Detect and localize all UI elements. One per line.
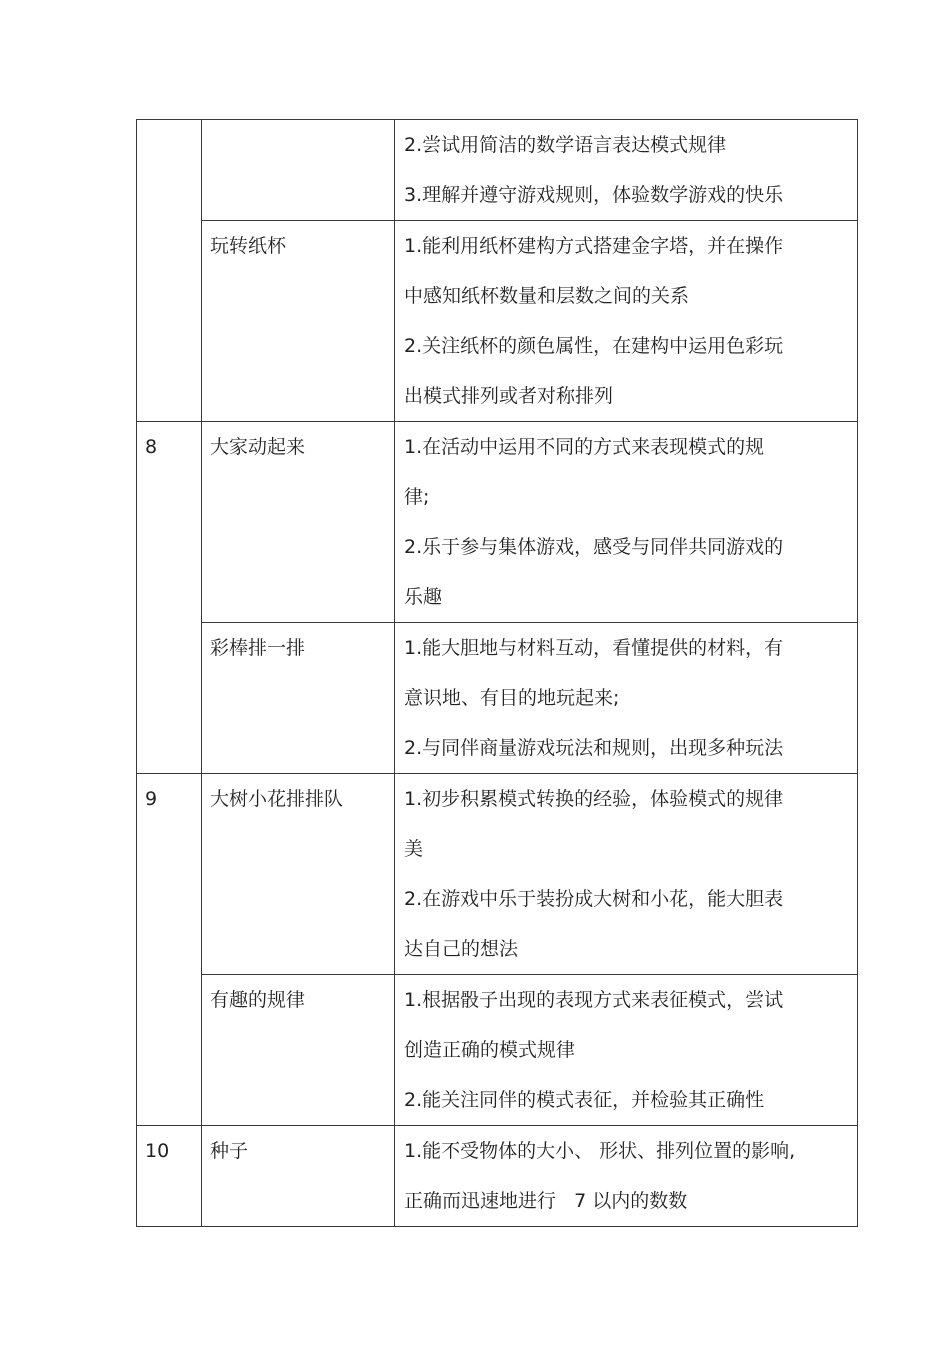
goal-line: 1.能利用纸杯建构方式搭建金字塔，并在操作 (404, 235, 784, 257)
goal-line: 1.根据骰子出现的表现方式来表征模式，尝试 (404, 989, 784, 1011)
activity-name: 种子 (210, 1140, 249, 1162)
table-row (137, 120, 858, 221)
activity-cell (202, 120, 395, 221)
activity-name: 有趣的规律 (210, 989, 306, 1011)
goal-line: 乐趣 (404, 586, 443, 608)
number-cell (137, 774, 202, 1126)
row-number: 8 (145, 436, 158, 458)
activity-cell (202, 975, 395, 1126)
row-number: 10 (145, 1140, 170, 1162)
activity-cell (202, 774, 395, 975)
goal-line: 创造正确的模式规律 (404, 1039, 576, 1061)
table-row (137, 422, 858, 623)
goal-line: 2.在游戏中乐于装扮成大树和小花，能大胆表 (404, 888, 784, 910)
goal-line: 意识地、有目的地玩起来; (404, 687, 620, 709)
lesson-table (136, 119, 858, 1227)
goals-cell (395, 120, 858, 221)
number-cell (137, 120, 202, 422)
activity-cell (202, 1126, 395, 1227)
goals-cell (395, 1126, 858, 1227)
goal-line: 2.关注纸杯的颜色属性，在建构中运用色彩玩 (404, 335, 784, 357)
goal-line: 1.能不受物体的大小、 形状、排列位置的影响, (404, 1140, 796, 1162)
goals-cell (395, 774, 858, 975)
activity-cell (202, 623, 395, 774)
goal-line: 2.能关注同伴的模式表征，并检验其正确性 (404, 1089, 765, 1111)
goal-line: 达自己的想法 (404, 938, 519, 960)
table-row (137, 774, 858, 975)
table-row (137, 623, 858, 774)
activity-cell (202, 422, 395, 623)
table-row (137, 1126, 858, 1227)
activity-name: 大家动起来 (210, 436, 306, 458)
goal-line: 律; (404, 486, 430, 508)
goal-line: 中感知纸杯数量和层数之间的关系 (404, 285, 690, 307)
row-number: 9 (145, 788, 158, 810)
goals-cell (395, 221, 858, 422)
goal-line: 美 (404, 838, 424, 860)
activity-name: 玩转纸杯 (210, 235, 287, 257)
goal-line: 2.尝试用简洁的数学语言表达模式规律 (404, 134, 727, 156)
table-row (137, 221, 858, 422)
goals-cell (395, 623, 858, 774)
activity-name: 大树小花排排队 (210, 788, 344, 810)
activity-cell (202, 221, 395, 422)
table-row (137, 975, 858, 1126)
goal-line: 1.能大胆地与材料互动，看懂提供的材料，有 (404, 637, 784, 659)
goal-line: 2.乐于参与集体游戏，感受与同伴共同游戏的 (404, 536, 784, 558)
number-cell (137, 422, 202, 774)
goal-line: 出模式排列或者对称排列 (404, 385, 614, 407)
goal-line: 1.初步积累模式转换的经验，体验模式的规律 (404, 788, 784, 810)
goal-line: 3.理解并遵守游戏规则，体验数学游戏的快乐 (404, 184, 784, 206)
goal-line: 1.在活动中运用不同的方式来表现模式的规 (404, 436, 765, 458)
activity-name: 彩棒排一排 (210, 637, 306, 659)
goals-cell (395, 975, 858, 1126)
goals-cell (395, 422, 858, 623)
goal-line: 2.与同伴商量游戏玩法和规则，出现多种玩法 (404, 737, 784, 759)
number-cell (137, 1126, 202, 1227)
goal-line: 正确而迅速地进行 7 以内的数数 (404, 1190, 688, 1212)
